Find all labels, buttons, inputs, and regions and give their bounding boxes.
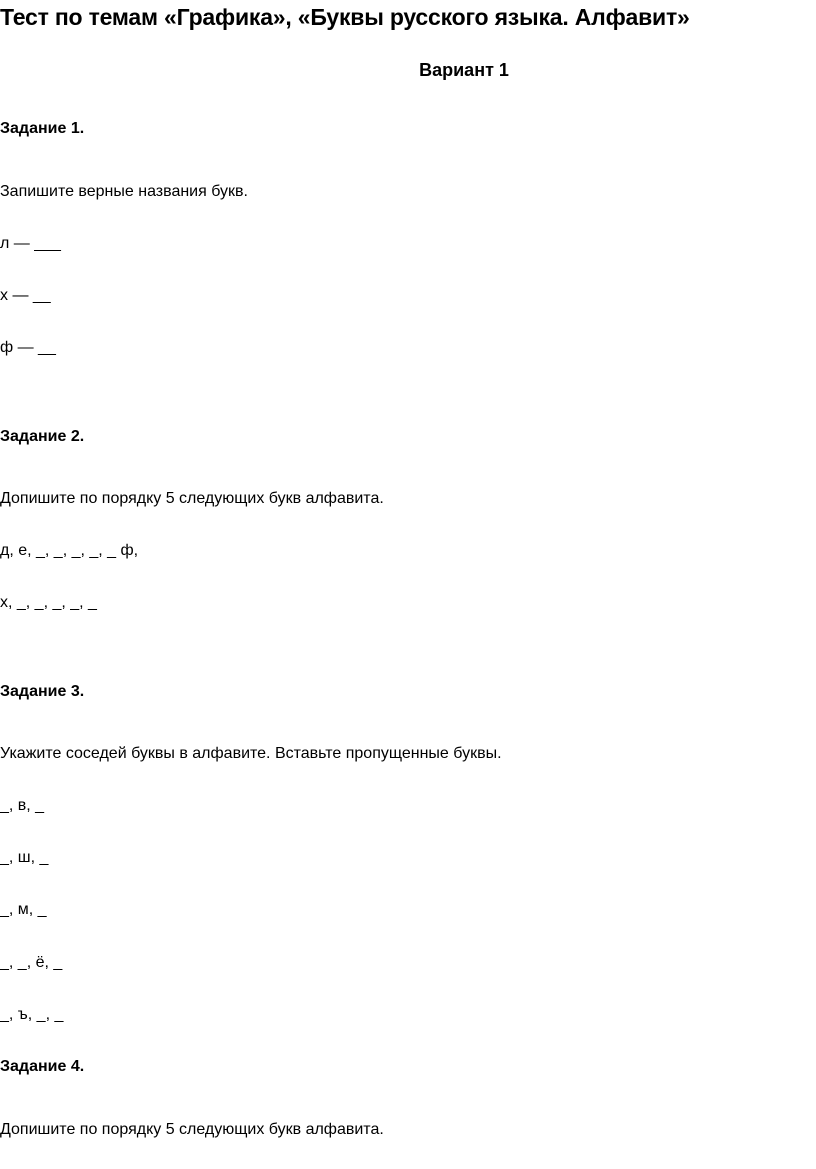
task-1-line-2: х — __ <box>0 287 51 304</box>
task-1-line-1: л — ___ <box>0 235 61 252</box>
variant-heading: Вариант 1 <box>419 60 509 80</box>
task-3-heading: Задание 3. <box>0 683 85 700</box>
document-title: Тест по темам «Графика», «Буквы русского языка. Алфавит» <box>0 4 690 30</box>
task-3-line-5: _, ъ, _, _ <box>0 1006 64 1023</box>
task-2-instruction: Допишите по порядку 5 следующих букв алфавита. <box>0 490 384 507</box>
task-1-instruction: Запишите верные названия букв. <box>0 183 248 200</box>
task-3-line-1: _, в, _ <box>0 797 45 814</box>
task-1-heading: Задание 1. <box>0 120 85 137</box>
task-3-line-3: _, м, _ <box>0 901 47 918</box>
task-2-heading: Задание 2. <box>0 428 85 445</box>
task-3-line-4: _, _, ё, _ <box>0 954 63 971</box>
task-2-line-2: х, _, _, _, _, _ <box>0 594 97 611</box>
task-4-heading: Задание 4. <box>0 1058 85 1075</box>
task-4-instruction: Допишите по порядку 5 следующих букв алфавита. <box>0 1121 384 1138</box>
task-3-line-2: _, ш, _ <box>0 849 49 866</box>
task-3-instruction: Укажите соседей буквы в алфавите. Вставьте пропущенные буквы. <box>0 745 502 762</box>
task-1-line-3: ф — __ <box>0 339 56 356</box>
task-2-line-1: д, е, _, _, _, _, _ ф, <box>0 542 139 559</box>
